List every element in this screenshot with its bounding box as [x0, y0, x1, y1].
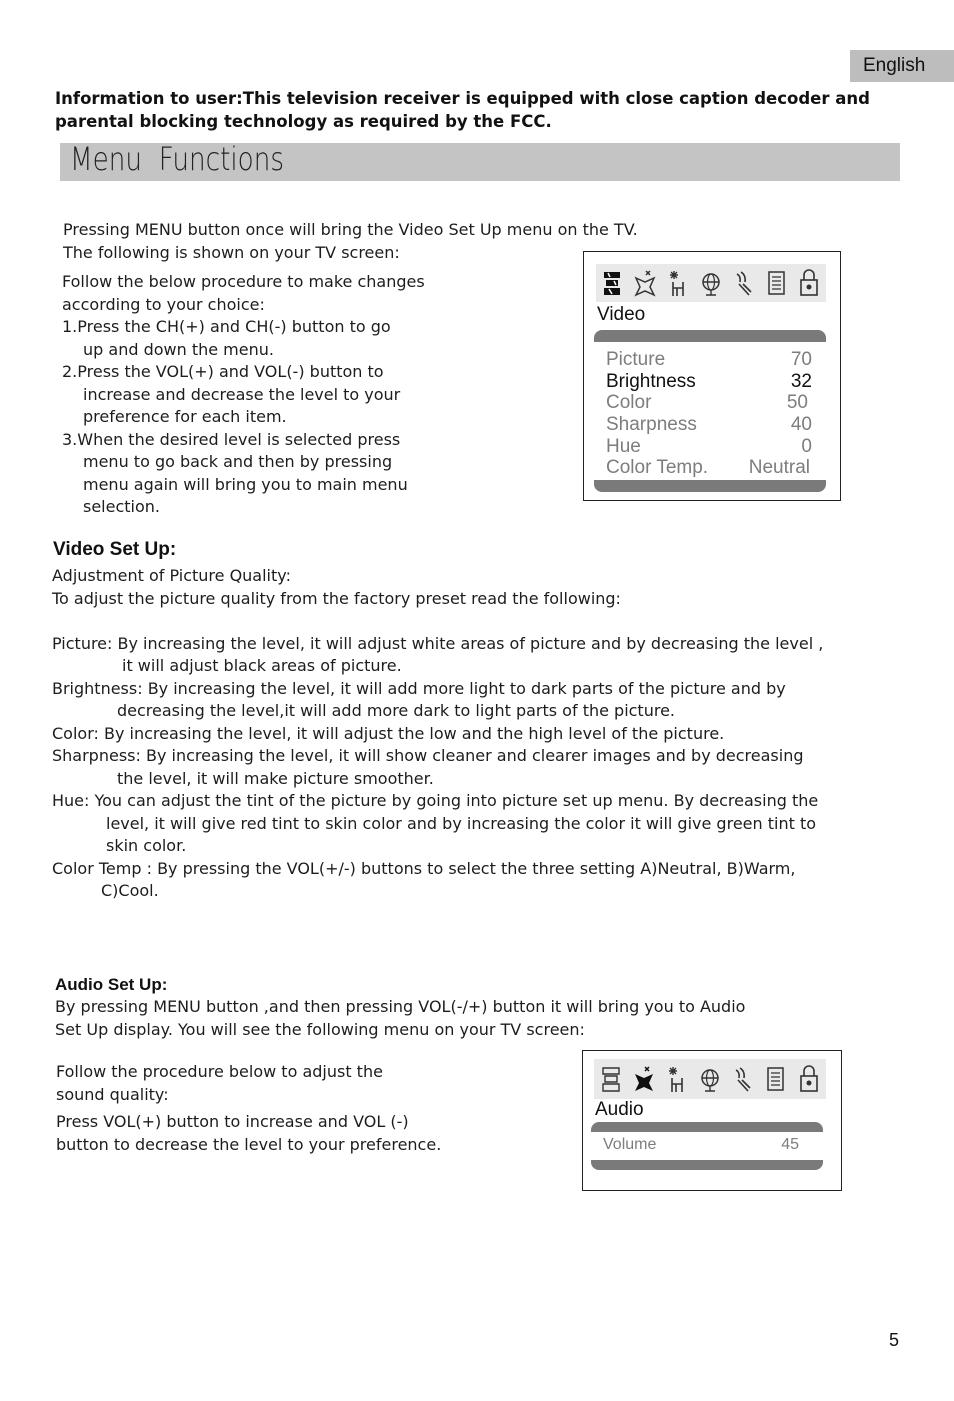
- text-line: Sharpness: By increasing the level, it will show cleaner and clearer images and by decreasing: [52, 746, 804, 765]
- intro-line: The following is shown on your TV screen:: [63, 243, 400, 262]
- menu-row-color-temp[interactable]: [606, 457, 810, 479]
- page-number: 5: [888, 1330, 899, 1350]
- menu-row-picture[interactable]: [606, 349, 812, 371]
- sound-icon: [633, 1064, 655, 1094]
- row-label: Color: [606, 392, 652, 413]
- procedure-line: menu again will bring you to main menu: [83, 474, 408, 494]
- caption-icon: [766, 268, 788, 298]
- procedure-step: 3.When the desired level is selected press: [62, 429, 401, 449]
- section-title: Menu Functions: [70, 140, 285, 178]
- sound-icon: [634, 268, 656, 298]
- menu-icon-strip: [596, 264, 826, 302]
- procedure-line: up and down the menu.: [83, 339, 274, 359]
- audio-menu-screen: [582, 1050, 842, 1191]
- audio-menu-label: Audio: [595, 1099, 644, 1120]
- row-value: 32: [790, 371, 812, 392]
- procedure-line: increase and decrease the level to your: [83, 384, 401, 404]
- text-line: skin color.: [106, 836, 187, 855]
- panel-bottom-bar: [594, 480, 826, 492]
- text-line: C)Cool.: [101, 881, 159, 900]
- row-label: Volume: [603, 1136, 657, 1153]
- text-line: Color: By increasing the level, it will adjust the low and the high level of the picture.: [52, 723, 725, 743]
- text-line: sound quality:: [56, 1084, 169, 1104]
- panel-bottom-bar: [591, 1160, 823, 1170]
- menu-row-sharpness[interactable]: [606, 414, 812, 436]
- globe-icon: [699, 1064, 721, 1094]
- menu-row-brightness[interactable]: [606, 371, 812, 393]
- panel-top-bar: [591, 1122, 823, 1132]
- language-tab: English: [850, 50, 954, 82]
- menu-row-color[interactable]: [606, 392, 808, 414]
- row-value: 70: [790, 349, 812, 370]
- row-label: Picture: [606, 349, 666, 370]
- picture-icon: [601, 268, 623, 298]
- caption-icon: [765, 1064, 787, 1094]
- antenna-icon: [732, 1064, 754, 1094]
- intro-line: Pressing MENU button once will bring the Video Set Up menu on the TV.: [63, 220, 638, 239]
- text-line: Hue: You can adjust the tint of the picture by going into picture set up menu. By decreasing the: [52, 791, 819, 810]
- procedure-line: menu to go back and then by pressing: [83, 452, 393, 471]
- antenna-icon: [733, 268, 755, 298]
- text-line: Adjustment of Picture Quality:: [52, 566, 291, 585]
- lock-icon: [798, 1064, 820, 1094]
- setup-icon: [666, 1064, 688, 1094]
- fcc-notice: Information to user:This television receiver is equipped with close caption decoder and parental blocking technology as required by the FCC.: [55, 89, 870, 131]
- row-value: 50: [786, 392, 808, 413]
- setup-icon: [667, 268, 689, 298]
- text-line: button to decrease the level to your preference.: [56, 1134, 442, 1154]
- row-label: Brightness: [606, 371, 696, 392]
- video-menu-panel: [594, 330, 826, 492]
- video-menu-screen: [583, 251, 841, 501]
- row-value: 0: [801, 436, 812, 457]
- text-line: it will adjust black areas of picture.: [122, 656, 402, 675]
- text-line: Color Temp : By pressing the VOL(+/-) buttons to select the three setting A)Neutral, B)Warm,: [52, 858, 796, 878]
- text-line: Press VOL(+) button to increase and VOL (-): [56, 1112, 409, 1131]
- audio-menu-panel: [591, 1122, 823, 1170]
- panel-top-bar: [594, 330, 826, 342]
- menu-icon-strip: [594, 1059, 826, 1099]
- row-value: 45: [781, 1136, 799, 1153]
- globe-icon: [700, 268, 722, 298]
- video-menu-label: Video: [597, 304, 646, 325]
- video-setup-heading: Video Set Up:: [53, 539, 177, 560]
- menu-row-hue[interactable]: [606, 436, 812, 458]
- procedure-line: according to your choice:: [62, 294, 265, 314]
- text-line: To adjust the picture quality from the factory preset read the following:: [52, 588, 621, 608]
- text-line: decreasing the level,it will add more dark to light parts of the picture.: [117, 701, 675, 720]
- procedure-step: 1.Press the CH(+) and CH(-) button to go: [62, 317, 391, 336]
- procedure-step: 2.Press the VOL(+) and VOL(-) button to: [62, 362, 384, 381]
- procedure-line: selection.: [83, 497, 160, 516]
- picture-icon: [600, 1064, 622, 1094]
- row-label: Sharpness: [606, 414, 697, 435]
- lock-icon: [798, 268, 820, 298]
- text-line: the level, it will make picture smoother.: [117, 768, 434, 788]
- text-line: Set Up display. You will see the following menu on your TV screen:: [55, 1019, 585, 1039]
- text-line: Brightness: By increasing the level, it will add more light to dark parts of the picture and by: [52, 678, 786, 698]
- row-label: Color Temp.: [606, 457, 709, 478]
- text-line: level, it will give red tint to skin color and by increasing the color it will give green tint to: [106, 813, 817, 833]
- row-label: Hue: [606, 436, 641, 457]
- row-value: Neutral: [748, 457, 810, 478]
- procedure-line: preference for each item.: [83, 407, 287, 426]
- text-line: By pressing MENU button ,and then pressing VOL(-/+) button it will bring you to Audio: [55, 997, 746, 1016]
- row-value: 40: [790, 414, 812, 435]
- procedure-line: Follow the below procedure to make changes: [62, 272, 425, 291]
- audio-setup-heading: Audio Set Up:: [55, 975, 168, 994]
- text-line: Picture: By increasing the level, it will adjust white areas of picture and by decreasing the level ,: [52, 633, 824, 653]
- menu-row-volume[interactable]: [603, 1136, 799, 1158]
- text-line: Follow the procedure below to adjust the: [56, 1062, 383, 1081]
